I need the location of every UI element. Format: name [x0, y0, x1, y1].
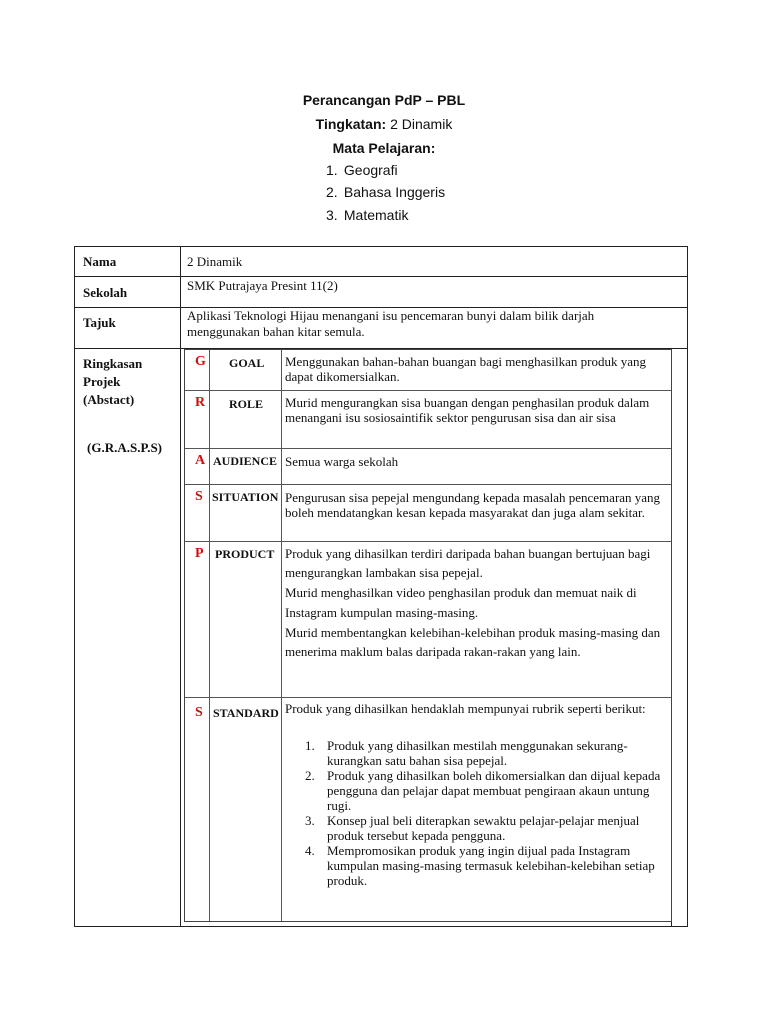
list-item: 1. Produk yang dihasilkan mestilah menggunakan sekurang-kurangkan satu bahan sisa pepejal. — [305, 738, 628, 768]
grasps-letter: R — [195, 395, 206, 410]
row-label-tajuk: Tajuk — [83, 315, 116, 330]
row-label-nama: Nama — [83, 254, 117, 269]
grasps-letter: A — [195, 453, 206, 468]
grasps-letter: P — [195, 546, 204, 561]
subject-item: 1. Geografi — [326, 162, 398, 178]
standard-rubric-list — [285, 738, 671, 888]
grasps-letter: S — [195, 489, 203, 504]
project-table — [74, 246, 688, 927]
list-item: 3. Konsep jual beli diterapkan sewaktu pelajar-pelajar menjual produk tersebut kepada pengguna. — [305, 813, 640, 843]
row-label-sekolah: Sekolah — [83, 285, 128, 300]
subject-item: 2. Bahasa Inggeris — [326, 184, 446, 200]
list-item: 2. Produk yang dihasilkan boleh dikomersialkan dan dijual kepada pengguna dan pelajar dapat membuat pengiraan akaun untung rugi. — [305, 768, 661, 813]
summary-grasps-label: (G.R.A.S.P.S) — [87, 440, 163, 455]
grasps-letter: S — [195, 705, 203, 720]
grasps-description: Pengurusan sisa pepejal mengundang kepada masalah pencemaran yang boleh mendatangkan kesan kepada masyarakat dan juga alam sekitar. — [285, 490, 661, 520]
grasps-description: Semua warga sekolah — [285, 454, 399, 469]
grasps-keyword: STANDARD — [213, 706, 279, 720]
grasps-description: Produk yang dihasilkan hendaklah mempunyai rubrik seperti berikut: 1. Produk yang dihasilkan mestilah menggunakan sekurang-kurangkan satu bahan sisa pepejal. 2. Produk yang dihasilkan boleh dikomersialkan dan dijual kepada pengguna dan pelajar dapat membuat pengiraan akaun untung rugi. 3. Konsep jual beli diterapkan sewaktu pelajar-pelajar menjual produk tersebut kepada pengguna. 4. Mempromosikan produk yang ingin dijual pada Instagram kumpulan masing-masing termasuk kelebihan-kelebihan setiap produk. — [285, 701, 671, 888]
grasps-keyword: SITUATION — [212, 490, 279, 504]
grasps-letter: G — [195, 354, 206, 369]
page-title: Perancangan PdP – PBL — [302, 92, 466, 108]
row-value-sekolah: SMK Putrajaya Presint 11(2) — [187, 278, 338, 293]
level-line: Tingkatan: 2 Dinamik — [315, 116, 453, 132]
grasps-description: Murid mengurangkan sisa buangan dengan penghasilan produk dalam menangani isu sosiosaintifik sektor pengurusan sisa dan air sisa — [285, 395, 650, 425]
grasps-keyword: PRODUCT — [215, 547, 275, 561]
subjects-label: Mata Pelajaran: — [332, 140, 436, 156]
grasps-keyword: AUDIENCE — [213, 454, 278, 468]
list-item: 4. Mempromosikan produk yang ingin dijual pada Instagram kumpulan masing-masing termasuk kelebihan-kelebihan setiap produk. — [305, 843, 655, 888]
grasps-keyword: ROLE — [229, 397, 264, 411]
grasps-keyword: GOAL — [229, 356, 265, 370]
grasps-description: Produk yang dihasilkan terdiri daripada bahan buangan bertujuan bagi mengurangkan lambakan sisa pepejal. Murid menghasilkan video penghasilan produk dan memuat naik di Instagram kumpulan masing-masing. Murid membentangkan kelebihan-kelebihan produk masing-masing dan menerima maklum balas daripada rakan-rakan yang lain. — [285, 546, 661, 659]
grasps-description: Menggunakan bahan-bahan buangan bagi menghasilkan produk yang dapat dikomersialkan. — [285, 354, 647, 384]
subject-item: 3. Matematik — [326, 207, 409, 223]
summary-label: Ringkasan Projek (Abstact) — [83, 356, 143, 407]
row-value-nama: 2 Dinamik — [187, 254, 243, 269]
row-value-tajuk: Aplikasi Teknologi Hijau menangani isu pencemaran bunyi dalam bilik darjah menggunakan bahan kitar semula. — [187, 308, 595, 339]
grasps-table — [184, 349, 672, 922]
